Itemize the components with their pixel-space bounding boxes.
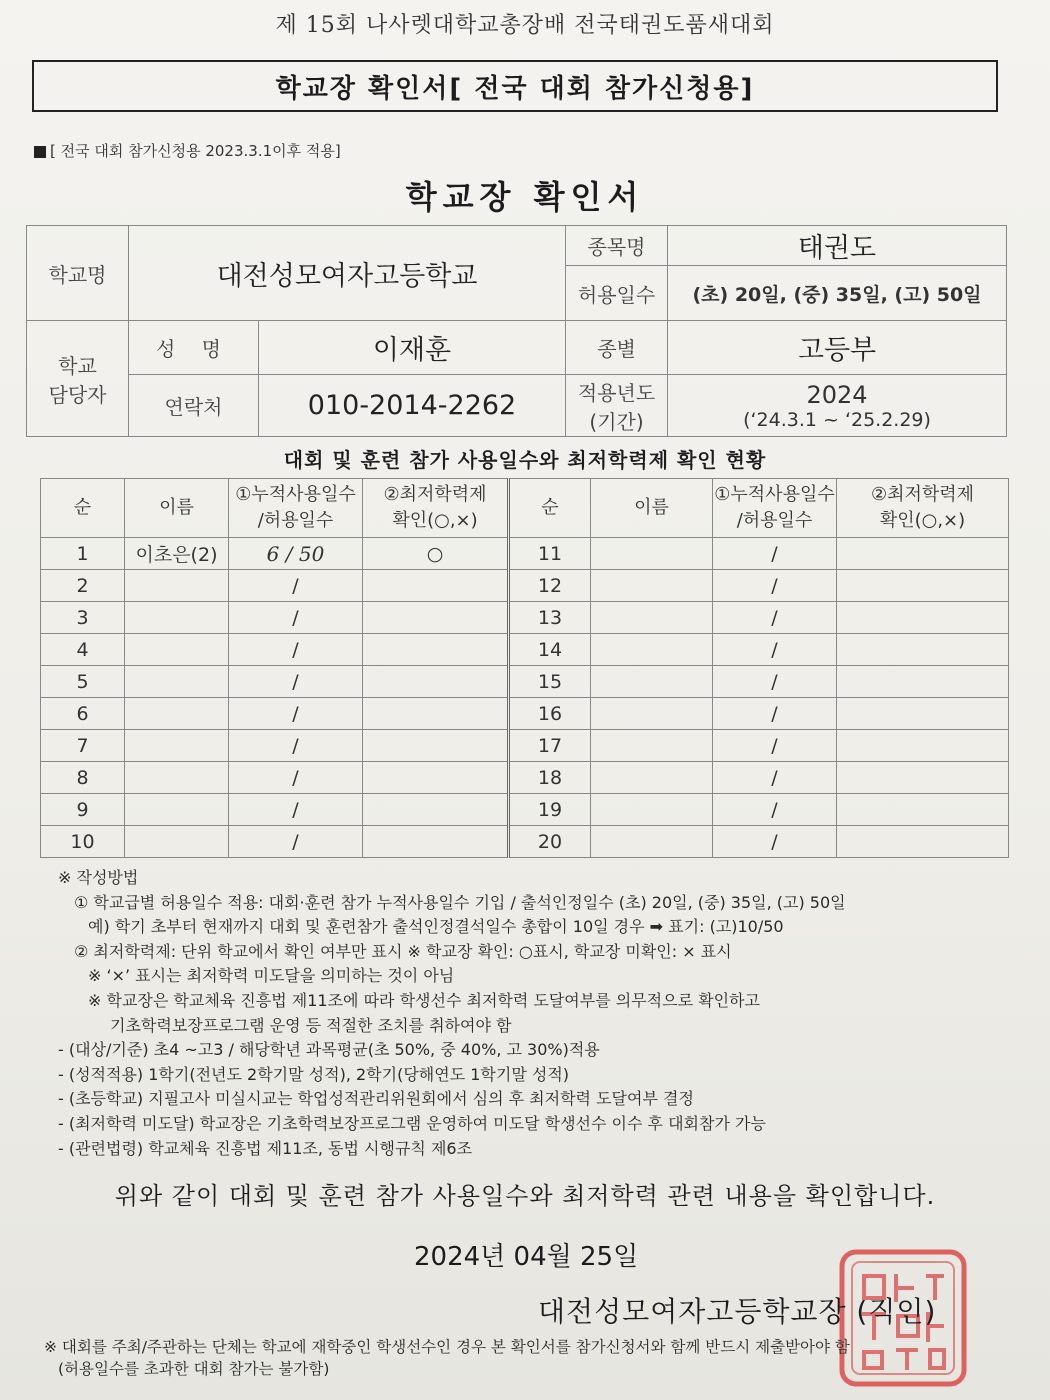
year-label: 적용년도 (기간) (566, 375, 668, 437)
contact-value: 010-2014-2262 (259, 375, 566, 437)
year-cell (668, 375, 1007, 437)
division-value: 고등부 (668, 321, 1007, 375)
table-row: 4 / 14 / (41, 634, 1009, 666)
confirmation-statement: 위와 같이 대회 및 훈련 참가 사용일수와 최저학력 관련 내용을 확인합니다. (114, 1182, 936, 1210)
instruction-line: - (관련법령) 학교체육 진흥법 제11조, 동법 시행규칙 제6조 (58, 1138, 473, 1158)
sport-label: 종목명 (566, 226, 668, 266)
sport-value: 태권도 (668, 226, 1007, 266)
table-row: 3 / 13 / (41, 602, 1009, 634)
period-value: (‘24.3.1 ~ ‘25.2.29) (743, 408, 931, 431)
year-value: 2024 (806, 380, 868, 409)
table-row: 2 / 12 / (41, 570, 1009, 602)
header-name: 이름 (591, 479, 713, 538)
instruction-line: ※ 작성방법 (58, 868, 139, 887)
instruction-line: - (대상/기준) 초4 ~고3 / 해당학년 과목평균(초 50%, 중 40%, 고 30%)적용 (58, 1040, 600, 1060)
roster-table (40, 478, 1009, 858)
instruction-line: - (성적적용) 1학기(전년도 2학기말 성적), 2학기(당해연도 1학기말 성적) (58, 1064, 570, 1084)
header-name: 이름 (125, 479, 229, 538)
table-row: 8 / 18 / (41, 762, 1009, 794)
table-row: 1 이초은(2) 6 / 50 ○ 11 / (41, 538, 1009, 570)
header-min: ②최저학력제 확인(○,×) (837, 479, 1009, 538)
footer-line: ※ 대회를 주최/주관하는 단체는 학교에 재학중인 학생선수인 경우 본 확인서를 참가신청서와 함께 반드시 제출받아야 함 (44, 1338, 850, 1356)
table-row: 6 / 16 / (41, 698, 1009, 730)
page-title: 학교장 확인서 (405, 178, 645, 216)
header-days: ①누적사용일수 /허용일수 (229, 479, 363, 538)
instruction-line: 기초학력보장프로그램 운영 등 적절한 조치를 취하여야 함 (110, 1015, 512, 1035)
section-title: 대회 및 훈련 참가 사용일수와 최저학력제 확인 현황 (283, 448, 767, 472)
table-row: 7 / 17 / (41, 730, 1009, 762)
header-no: 순 (41, 479, 125, 538)
document-heading-box (32, 60, 998, 112)
header-min: ②최저학력제 확인(○,×) (363, 479, 509, 538)
apply-note (34, 140, 341, 161)
table-row: 10 / 20 / (41, 826, 1009, 858)
square-bullet-icon (34, 146, 46, 158)
footer-note (44, 1336, 1034, 1380)
instruction-line: - (최저학력 미도달) 학교장은 기초학력보장프로그램 운영하여 미도달 학생선수 이수 후 대회참가 가능 (58, 1113, 766, 1133)
instruction-line: ① 학교급별 허용일수 적용: 대회·훈련 참가 누적사용일수 기입 / 출석인정일수 (초) 20일, (중) 35일, (고) 50일 (74, 892, 846, 912)
apply-note-text: [ 전국 대회 참가신청용 2023.3.1이후 적용] (50, 142, 341, 160)
instruction-line: ※ 학교장은 학교체육 진흥법 제11조에 따라 학생선수 최저학력 도달여부를 의무적으로 확인하고 (88, 990, 760, 1010)
table-row: 5 / 15 / (41, 666, 1009, 698)
instruction-line: ② 최저학력제: 단위 학교에서 확인 여부만 표시 ※ 학교장 확인: ○표시, 학교장 미확인: × 표시 (74, 941, 732, 961)
header-no: 순 (509, 479, 591, 538)
manager-name: 이재훈 (259, 321, 566, 375)
document-heading: 학교장 확인서[ 전국 대회 참가신청용] (275, 73, 755, 104)
footer-line: (허용일수를 초과한 대회 참가는 불가함) (58, 1360, 330, 1378)
event-title: 제 15회 나사렛대학교총장배 전국태권도품새대회 (275, 13, 775, 38)
instructions (58, 866, 1018, 1161)
issue-date: 2024년 04월 25일 (414, 1242, 639, 1272)
signer-name: 대전성모여자고등학교장 (직인) (538, 1295, 937, 1328)
school-label: 학교명 (27, 226, 129, 321)
school-name: 대전성모여자고등학교 (129, 226, 566, 321)
allowed-days-value: (초) 20일, (중) 35일, (고) 50일 (668, 266, 1007, 321)
division-label: 종별 (566, 321, 668, 375)
header-days: ①누적사용일수 /허용일수 (713, 479, 837, 538)
allowed-days-label: 허용일수 (566, 266, 668, 321)
instruction-line: - (초등학교) 지필고사 미실시교는 학업성적관리위원회에서 심의 후 최저학력 도달여부 결정 (58, 1089, 694, 1109)
manager-label: 학교 담당자 (27, 321, 129, 437)
contact-label: 연락처 (129, 375, 259, 437)
info-table (26, 225, 1007, 437)
instruction-line: 예) 학기 초부터 현재까지 대회 및 훈련참가 출석인정결석일수 총합이 10일 경우 ➡ 표기: (고)10/50 (88, 917, 784, 937)
name-label: 성 명 (129, 321, 259, 375)
table-row: 9 / 19 / (41, 794, 1009, 826)
instruction-line: ※ ‘×’ 표시는 최저학력 미도달을 의미하는 것이 아님 (88, 966, 455, 986)
